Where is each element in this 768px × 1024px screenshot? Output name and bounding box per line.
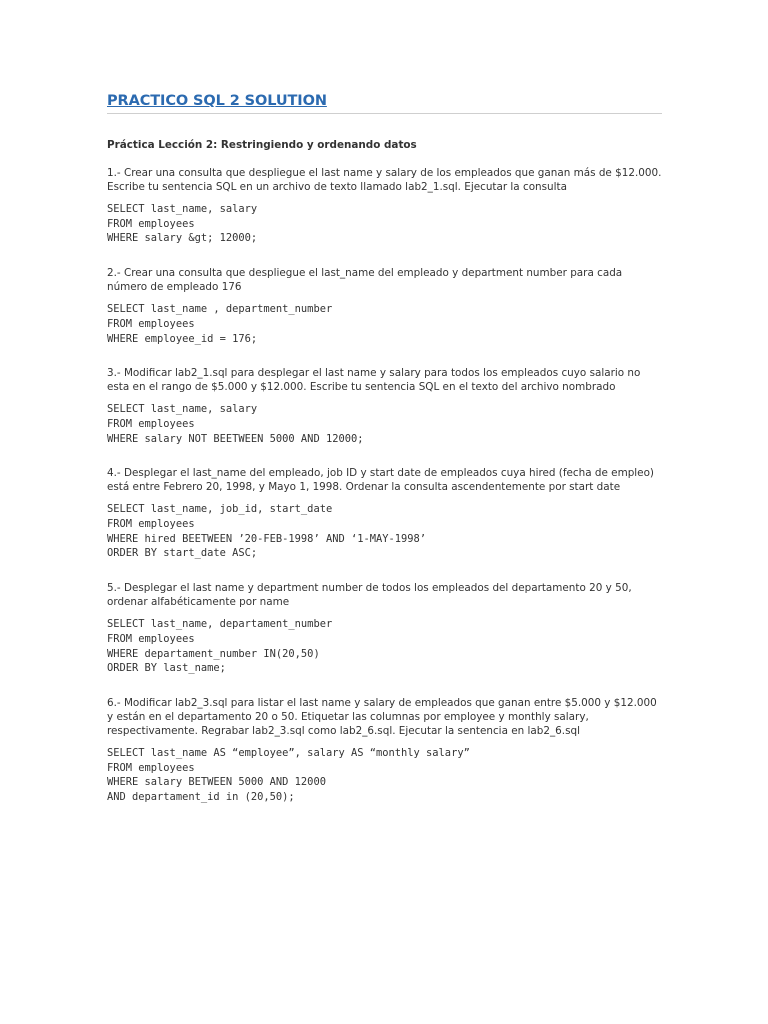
sql-code-line: WHERE salary &gt; 12000; — [107, 232, 258, 245]
sql-code-line: ORDER BY last_name; — [107, 662, 226, 675]
sql-code-line: SELECT last_name AS “employee”, salary AS “monthly salary” — [107, 746, 470, 759]
document-subtitle: Práctica Lección 2: Restringiendo y ordenando datos — [107, 139, 417, 151]
section-spacer — [107, 561, 662, 581]
sql-code-line: WHERE salary BETWEEN 5000 AND 12000 — [107, 776, 326, 789]
exercise-6 — [107, 696, 662, 805]
exercise-list — [107, 166, 662, 805]
section-spacer — [107, 676, 662, 696]
sql-code-line: SELECT last_name , department_number — [107, 303, 333, 316]
sql-code-line: FROM employees — [107, 518, 195, 531]
exercise-instructions: 2.- Crear una consulta que despliegue el last_name del empleado y department number para cada número de empleado 176 — [107, 267, 623, 294]
document-page — [107, 90, 662, 805]
section-spacer — [107, 246, 662, 266]
exercise-2 — [107, 266, 662, 346]
sql-code-line: WHERE employee_id = 176; — [107, 332, 258, 345]
section-spacer — [107, 346, 662, 366]
sql-code-line: SELECT last_name, departament_number — [107, 618, 333, 631]
sql-code-line: AND departament_id in (20,50); — [107, 791, 295, 804]
exercise-instructions: 1.- Crear una consulta que despliegue el last name y salary de los empleados que ganan más de $12.000. Escribe tu sentencia SQL en un archivo de texto llamado lab2_1.sql. Ejecutar la consulta — [107, 167, 662, 193]
sql-code-line: ORDER BY start_date ASC; — [107, 547, 258, 560]
exercise-instructions: 6.- Modificar lab2_3.sql para listar el last name y salary de empleados que ganan entre $5.000 y $12.000 y están en el departamento 20 o 50. Etiquetar las columnas por employee y monthly salary, respectivamente. Regrabar lab2_3.sql como lab2_6.sql. Ejecutar la sentencia en lab2_6.sql — [107, 696, 657, 737]
sql-code-line: WHERE hired BEETWEEN ’20-FEB-1998’ AND ‘1-MAY-1998’ — [107, 532, 427, 545]
sql-code-line: FROM employees — [107, 217, 195, 230]
sql-code-line: WHERE departament_number IN(20,50) — [107, 647, 320, 660]
exercise-instructions: 5.- Desplegar el last name y department number de todos los empleados del departamento 20 y 50, ordenar alfabéticamente por name — [107, 582, 632, 609]
exercise-instructions: 4.- Desplegar el last_name del empleado, job ID y start date de empleados cuya hired (fecha de empleo) está entre Febrero 20, 1998, y Mayo 1, 1998. Ordenar la consulta ascendentemente por start date — [107, 467, 654, 494]
sql-code-line: FROM employees — [107, 632, 195, 645]
sql-code-line: SELECT last_name, job_id, start_date — [107, 503, 333, 516]
sql-code-line: FROM employees — [107, 317, 195, 330]
title-divider — [107, 113, 662, 114]
sql-code-line: FROM employees — [107, 417, 195, 430]
exercise-5 — [107, 581, 662, 676]
sql-code-line: WHERE salary NOT BEETWEEN 5000 AND 12000; — [107, 432, 364, 445]
sql-code-line: FROM employees — [107, 761, 195, 774]
exercise-3 — [107, 366, 662, 446]
exercise-1 — [107, 166, 662, 246]
exercise-4 — [107, 466, 662, 561]
sql-code-line: SELECT last_name, salary — [107, 203, 258, 215]
sql-code-line: SELECT last_name, salary — [107, 403, 258, 416]
document-title: PRACTICO SQL 2 SOLUTION — [107, 93, 327, 109]
section-spacer — [107, 446, 662, 466]
exercise-instructions: 3.- Modificar lab2_1.sql para desplegar el last name y salary para todos los empleados cuyo salario no esta en el rango de $5.000 y $12.000. Escribe tu sentencia SQL en el texto del archivo nombrado — [107, 367, 641, 394]
